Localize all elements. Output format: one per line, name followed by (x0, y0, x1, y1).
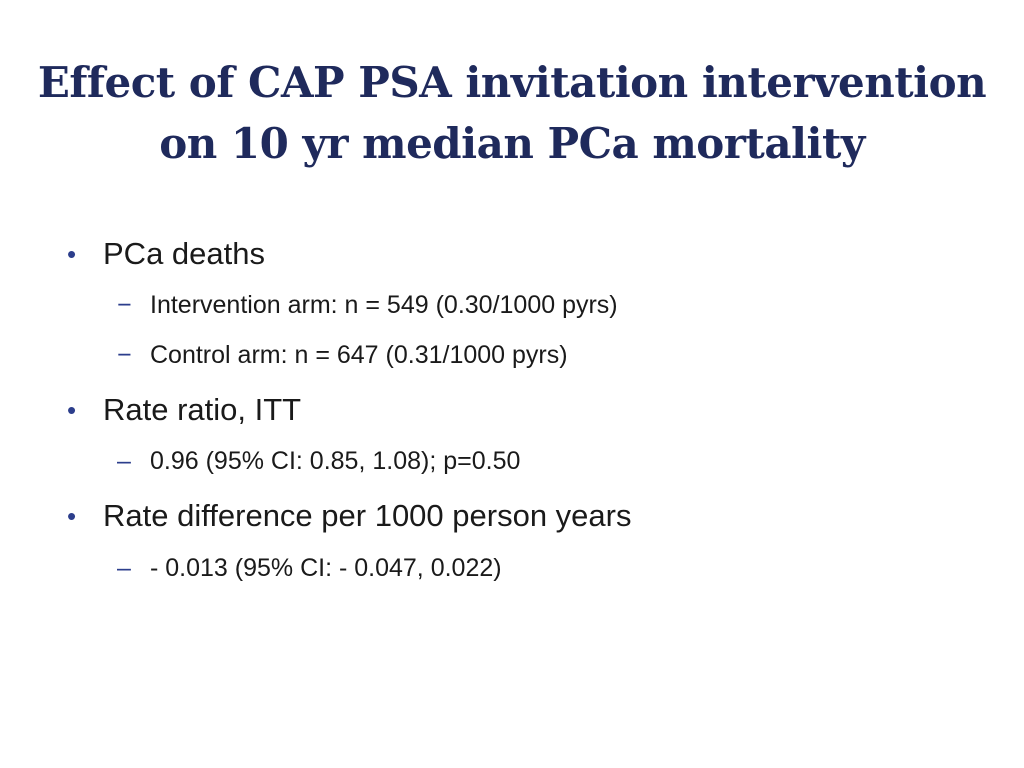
title-line-2: on 10 yr median PCa mortality (159, 119, 865, 168)
dash-icon: – (117, 554, 131, 582)
dash-icon: − (117, 341, 132, 369)
bullet-dot-icon: • (67, 501, 77, 531)
sub-bullet-text: 0.96 (95% CI: 0.85, 1.08); p=0.50 (150, 447, 521, 475)
bullet-text: Rate difference per 1000 person years (103, 498, 632, 533)
bullet-dot-icon: • (67, 239, 77, 269)
sub-bullet-text: - 0.013 (95% CI: - 0.047, 0.022) (150, 554, 502, 582)
bullet-text: PCa deaths (103, 236, 265, 271)
sub-bullet-text: Control arm: n = 647 (0.31/1000 pyrs) (150, 341, 568, 369)
sub-bullet-text: Intervention arm: n = 549 (0.30/1000 pyrs) (150, 291, 618, 319)
dash-icon: – (117, 447, 131, 475)
dash-icon: − (117, 291, 132, 319)
title-line-1: Effect of CAP PSA invitation intervention (37, 58, 987, 107)
bullet-dot-icon: • (67, 395, 77, 425)
bullet-text: Rate ratio, ITT (103, 392, 302, 427)
